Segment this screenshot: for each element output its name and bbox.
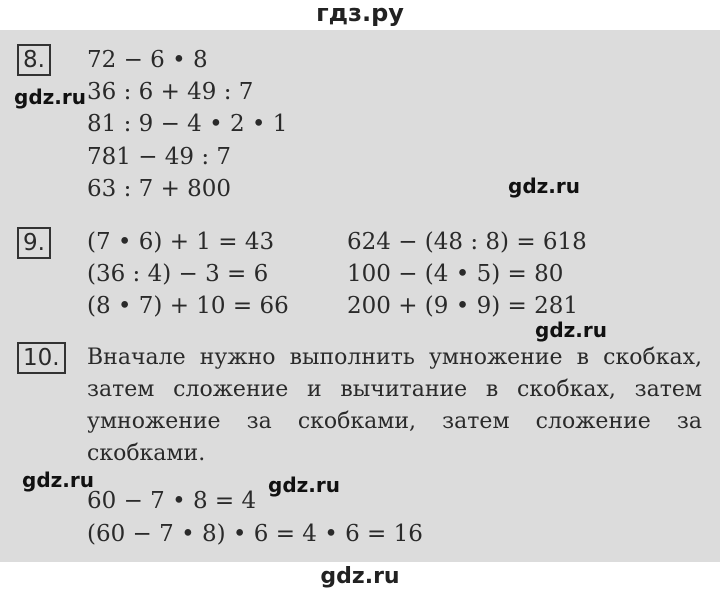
watermark: gdz.ru — [14, 85, 86, 109]
task-9-right-line: 624 − (48 : 8) = 618 — [347, 229, 587, 255]
task-9-right-line: 200 + (9 • 9) = 281 — [347, 293, 578, 319]
task-9-right-line: 100 − (4 • 5) = 80 — [347, 261, 564, 287]
task-8-line: 72 − 6 • 8 — [87, 47, 208, 73]
task-8-number: 8. — [17, 44, 51, 76]
task-10-explanation: Вначале нужно выполнить умножение в скобках, затем сложение и вычитание в скобках, затем умножение за скобками, затем сложение за скобками. — [87, 345, 702, 466]
watermark: gdz.ru — [535, 318, 607, 342]
task-8-line: 81 : 9 − 4 • 2 • 1 — [87, 111, 288, 137]
task-8-line: 36 : 6 + 49 : 7 — [87, 79, 254, 105]
watermark: gdz.ru — [508, 174, 580, 198]
task-8-line: 63 : 7 + 800 — [87, 176, 232, 202]
task-10-number: 10. — [17, 342, 66, 374]
site-header: гдз.ру — [0, 0, 720, 30]
site-footer: gdz.ru — [0, 562, 720, 595]
watermark: gdz.ru — [22, 468, 94, 492]
watermark: gdz.ru — [268, 473, 340, 497]
task-10-line: 60 − 7 • 8 = 4 — [87, 488, 257, 514]
task-9-number: 9. — [17, 227, 51, 259]
task-10-line: (60 − 7 • 8) • 6 = 4 • 6 = 16 — [87, 521, 423, 547]
textbook-page — [0, 30, 720, 562]
task-9-left-line: (7 • 6) + 1 = 43 — [87, 229, 275, 255]
task-9-left-line: (36 : 4) − 3 = 6 — [87, 261, 269, 287]
task-9-left-line: (8 • 7) + 10 = 66 — [87, 293, 289, 319]
task-8-line: 781 − 49 : 7 — [87, 144, 232, 170]
